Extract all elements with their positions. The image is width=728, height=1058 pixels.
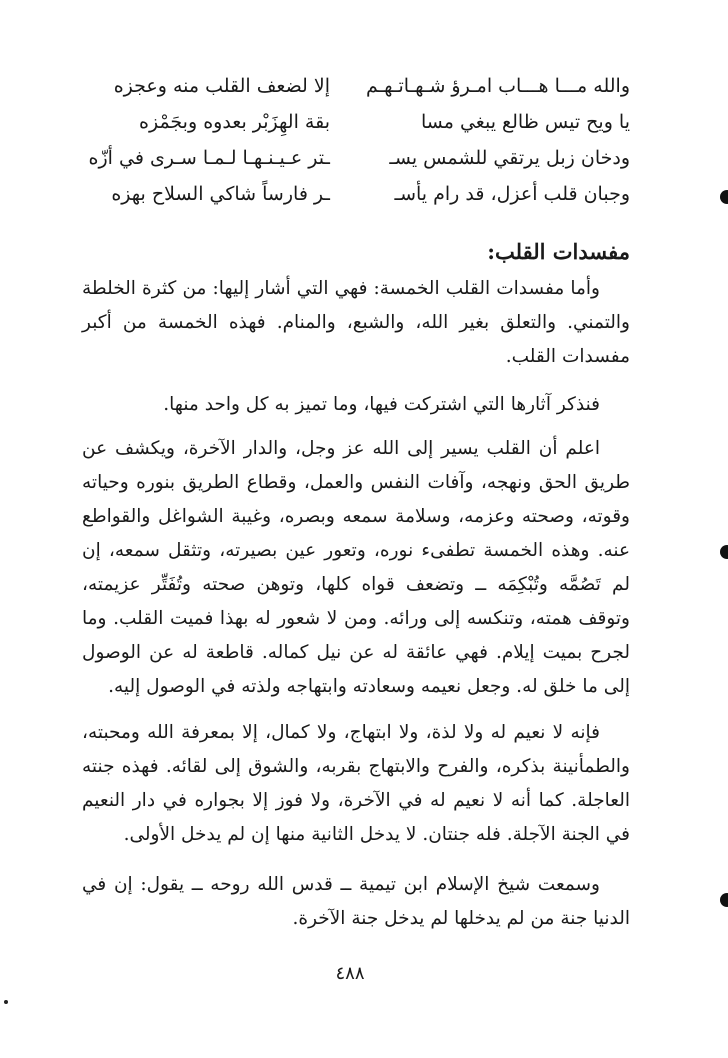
page-number: ٤٨٨ xyxy=(335,963,365,984)
poem-verse xyxy=(70,140,630,176)
scan-speck-mark xyxy=(4,1000,8,1004)
poem-block xyxy=(70,60,630,230)
binding-hole-mark xyxy=(720,893,728,907)
binding-hole-mark xyxy=(720,545,728,559)
paragraph: وأما مفسدات القلب الخمسة: فهي التي أشار إليها: من كثرة الخلطة والتمني. والتعلق بغير الله، والشبع، والمنام. فهذه الخمسة من أكبر مفسدات القلب. xyxy=(82,278,630,367)
poem-verse xyxy=(70,176,630,212)
verse-second-hemistich: بقة الهِزَبْر بعدوه وبجَمْزه xyxy=(139,111,330,133)
paragraph: فنذكر آثارها التي اشتركت فيها، وما تميز به كل واحد منها. xyxy=(163,394,600,415)
poem-verse xyxy=(70,68,630,104)
paragraph: فإنه لا نعيم له ولا لذة، ولا ابتهاج، ولا كمال، إلا بمعرفة الله ومحبته، والطمأنينة بذكره، والفرح والابتهاج بقربه، والشوق إلى لقائه. فهذه جنته العاجلة. كما أنه لا نعيم له في الآخرة، ولا فوز إلا بجواره في دار النعيم في الجنة الآجلة. فله جنتان. لا يدخل الثانية منها إن لم يدخل الأولى. xyxy=(82,722,630,845)
verse-second-hemistich: ـر فارساً شاكي السلاح بهزه xyxy=(111,183,330,205)
verse-first-hemistich: يا ويح تيس ظالع يبغي مسا xyxy=(421,111,630,133)
verse-second-hemistich: إلا لضعف القلب منه وعجزه xyxy=(113,75,330,97)
paragraph: وسمعت شيخ الإسلام ابن تيمية ــ قدس الله روحه ــ يقول: إن في الدنيا جنة من لم يدخلها لم يدخل جنة الآخرة. xyxy=(82,874,630,929)
verse-second-hemistich: ـتر عـيـنـهـا لـمـا سـرى في أزّه xyxy=(88,147,330,169)
verse-first-hemistich: ودخان زبل يرتقي للشمس يسـ xyxy=(389,147,630,169)
book-page xyxy=(70,60,630,984)
paragraph: اعلم أن القلب يسير إلى الله عز وجل، والدار الآخرة، ويكشف عن طريق الحق ونهجه، وآفات النفس والعمل، وقطاع الطريق بنوره وحياته وقوته، وصحته وعزمه، وسلامة سمعه وبصره، وغيبة الشواغل والقواطع عنه. وهذه الخمسة تطفىء نوره، وتعور عين بصيرته، وتثقل سمعه، إن لم تَصُمَّه وتُبْكِمَه ــ وتضعف قواه كلها، وتوهن صحته وتُفَتِّر عزيمته، وتوقف همته، وتنكسه إلى ورائه. ومن لا شعور له بهذا فميت القلب. وما لجرح بميت إيلام. فهي عائقة له عن نيل كماله. قاطعة له عن الوصول إلى ما خلق له. وجعل نعيمه وسعادته وابتهاجه ولذته في الوصول إليه. xyxy=(82,438,630,697)
section-heading: مفسدات القلب: xyxy=(487,239,630,264)
poem-verse xyxy=(70,104,630,140)
verse-first-hemistich: وجبان قلب أعزل، قد رام يأسـ xyxy=(394,183,630,205)
verse-first-hemistich: والله مـــا هـــاب امـرؤ شـهـاتـهـم xyxy=(365,75,630,97)
binding-hole-mark xyxy=(720,190,728,204)
